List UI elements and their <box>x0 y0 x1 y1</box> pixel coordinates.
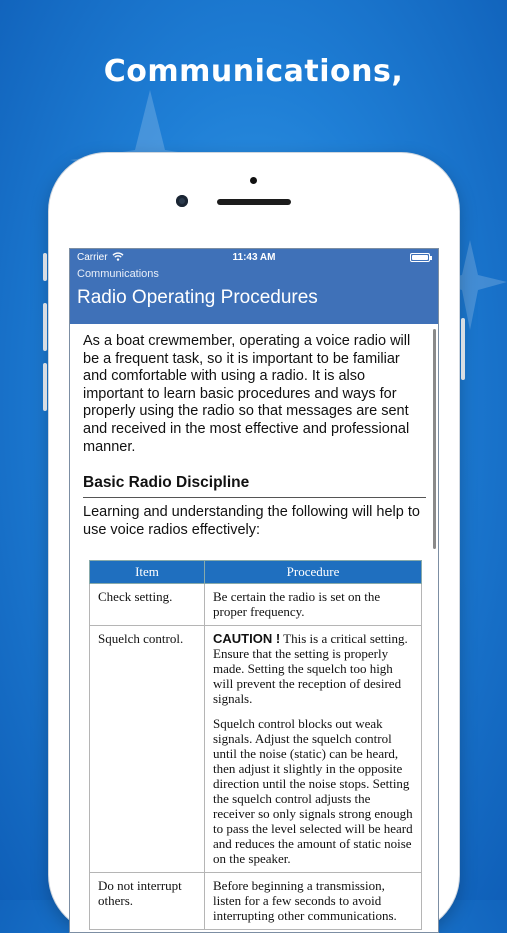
column-header-procedure: Procedure <box>205 561 422 584</box>
procedure-table <box>89 560 422 930</box>
section-heading: Basic Radio Discipline <box>83 474 426 498</box>
article-content <box>70 324 438 930</box>
table-row <box>90 626 422 873</box>
earpiece-speaker <box>217 199 291 205</box>
page-title: Radio Operating Procedures <box>77 287 318 308</box>
table-header-row <box>90 561 422 584</box>
procedure-cell: Before beginning a transmission, listen for a few seconds to avoid interrupting other communications. <box>205 873 422 930</box>
navigation-bar <box>70 267 438 324</box>
back-button[interactable]: Communications <box>77 268 159 280</box>
table-row <box>90 584 422 626</box>
app-screen <box>69 248 439 933</box>
section-intro: Learning and understanding the following will help to use voice radios effectively: <box>83 504 420 538</box>
phone-volume-up <box>43 303 47 351</box>
intro-paragraph: As a boat crewmember, operating a voice radio will be a frequent task, so it is important to be familiar and comfortable with using a radio. It is also important to learn basic procedures and ways for properly using the radio so that messages are sent and received in the most effective and professional manner. <box>83 333 411 455</box>
table-row <box>90 873 422 930</box>
phone-frame <box>49 153 459 933</box>
item-cell: Do not interrupt others. <box>90 873 205 930</box>
proximity-sensor <box>250 177 257 184</box>
front-camera <box>176 195 188 207</box>
phone-side-button <box>43 253 47 281</box>
item-cell: Squelch control. <box>90 626 205 873</box>
headline: Communications, <box>103 54 404 89</box>
scrollbar[interactable] <box>433 329 436 549</box>
procedure-detail: Squelch control blocks out weak signals. Adjust the squelch control until the noise (static) can be heard, then adjust it slightly in the opposite direction until the noise stops. Setting the squelch control adjusts the receiver so only signals strong enough to pass the level selected will be heard and reduces the amount of static noise on the speaker. <box>213 716 413 867</box>
carrier-label: Carrier <box>77 252 124 263</box>
item-cell: Check setting. <box>90 584 205 626</box>
status-time: 11:43 AM <box>232 252 276 263</box>
column-header-item: Item <box>90 561 205 584</box>
procedure-cell <box>205 626 422 873</box>
caution-text: This is a critical setting. Ensure that the setting is properly made. Setting the squelch too high will prevent the reception of desired signals. <box>213 631 408 707</box>
status-bar <box>70 249 438 267</box>
phone-power-button <box>461 318 465 380</box>
procedure-cell: Be certain the radio is set on the proper frequency. <box>205 584 422 626</box>
caution-label: CAUTION ! <box>213 631 281 647</box>
caution-paragraph <box>213 631 413 706</box>
battery-icon <box>410 253 430 262</box>
phone-volume-down <box>43 363 47 411</box>
